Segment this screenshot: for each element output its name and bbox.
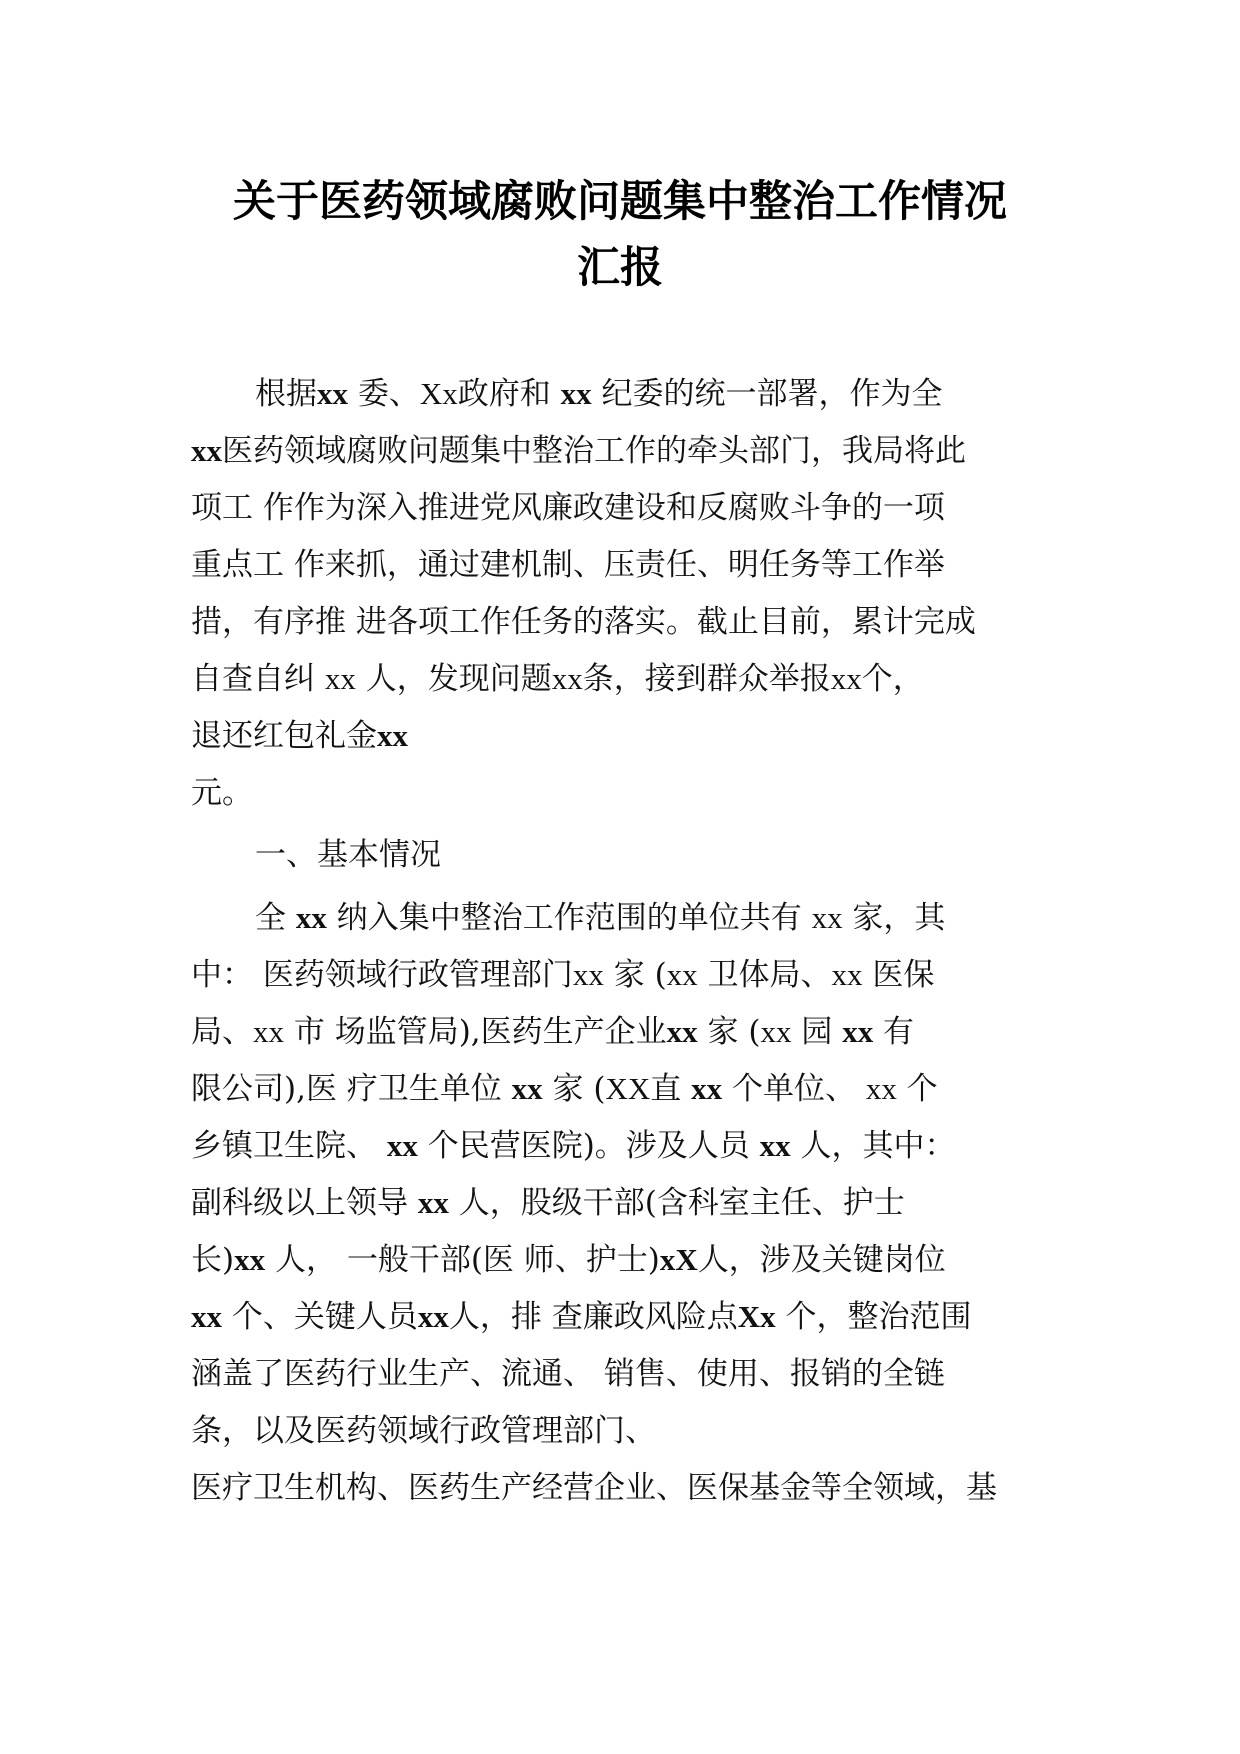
paragraph-1-line-4: 重点工 作来抓，通过建机制、压责任、明任务等工作举 xyxy=(191,547,945,583)
paragraph-2-line-1: 全 xx 纳入集中整治工作范围的单位共有 xx 家，其 xyxy=(255,900,946,936)
document-title-line-1: 关于医药领域腐败问题集中整治工作情况 xyxy=(233,177,1007,227)
paragraph-2-line-7: 长)xx 人， 一般干部(医 师、护士)xX人，涉及关键岗位 xyxy=(191,1242,946,1278)
paragraph-1-line-2: xx医药领域腐败问题集中整治工作的牵头部门，我局将此 xyxy=(191,433,966,469)
paragraph-2-line-5: 乡镇卫生院、 xx 个民营医院)。涉及人员 xx 人，其中： xyxy=(191,1128,956,1164)
section-heading-basic-situation: 一、基本情况 xyxy=(255,837,441,873)
paragraph-1-line-1: 根据xx 委、Xx政府和 xx 纪委的统一部署，作为全 xyxy=(255,376,943,412)
paragraph-1-line-8: 元。 xyxy=(191,775,253,811)
paragraph-2-line-3: 局、xx 市 场监管局),医药生产企业xx 家 (xx 园 xx 有 xyxy=(191,1014,915,1050)
paragraph-2-line-4: 限公司),医 疗卫生单位 xx 家 (XX直 xx 个单位、 xx 个 xyxy=(191,1071,938,1107)
paragraph-1-line-7: 退还红包礼金xx xyxy=(191,718,408,754)
paragraph-2-line-10: 条，以及医药领域行政管理部门、 xyxy=(191,1413,656,1449)
paragraph-2-line-6: 副科级以上领导 xx 人，股级干部(含科室主任、护士 xyxy=(191,1185,905,1221)
paragraph-2-line-11: 医疗卫生机构、医药生产经营企业、医保基金等全领域，基 xyxy=(191,1470,997,1506)
paragraph-2-line-2: 中： 医药领域行政管理部门xx 家 (xx 卫体局、xx 医保 xyxy=(191,957,935,993)
paragraph-1-line-5: 措，有序推 进各项工作任务的落实。截止目前，累计完成 xyxy=(191,604,976,640)
paragraph-2-line-9: 涵盖了医药行业生产、流通、 销售、使用、报销的全链 xyxy=(191,1356,945,1392)
paragraph-2-line-8: xx 个、关键人员xx人，排 查廉政风险点Xx 个，整治范围 xyxy=(191,1299,972,1335)
paragraph-1-line-6: 自查自纠 xx 人，发现问题xx条，接到群众举报xx个， xyxy=(191,661,924,697)
paragraph-1-line-3: 项工 作作为深入推进党风廉政建设和反腐败斗争的一项 xyxy=(191,490,945,526)
document-title-line-2: 汇报 xyxy=(577,243,663,293)
